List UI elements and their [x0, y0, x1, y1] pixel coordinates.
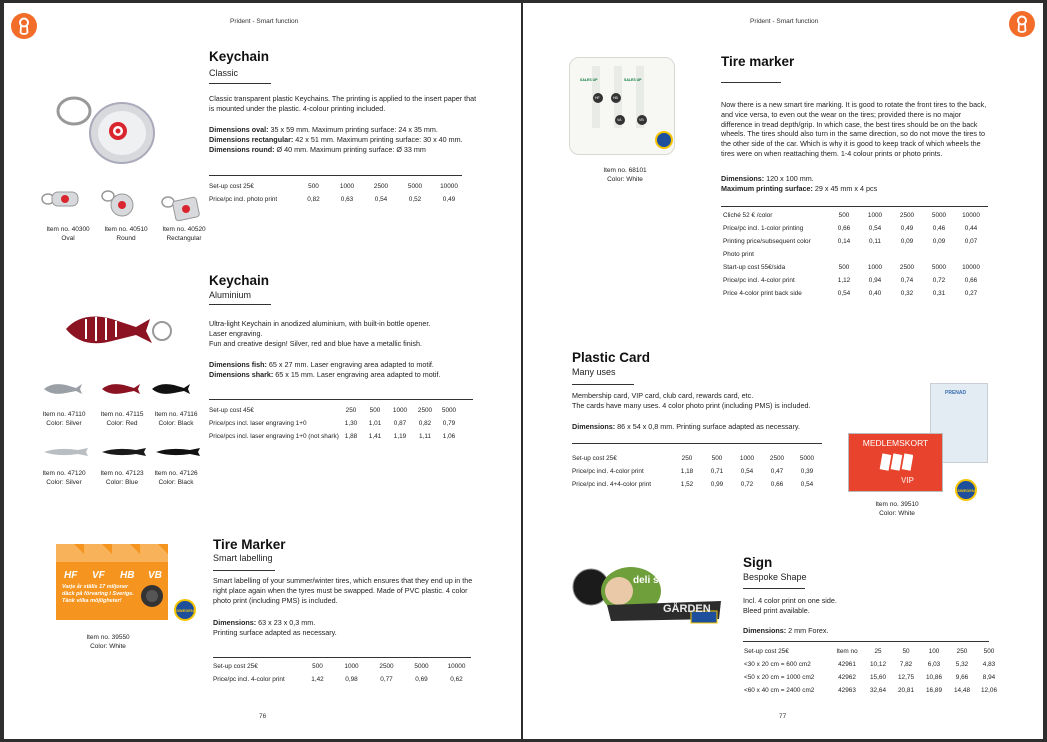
shark-black-image [154, 445, 202, 457]
keychain-classic-subtitle: Classic [209, 68, 239, 78]
sign-description: Incl. 4 color print on one side. Bleed print available. [743, 596, 837, 615]
table-rule [572, 443, 822, 444]
item-caption: Item no. 47116 Color: Black [154, 411, 198, 427]
sweden-badge-icon: SWEDEN [174, 599, 196, 621]
table-row: Printing price/subsequent color 0,14 0,11 0,09 0,09 0,07 [723, 238, 978, 245]
keychain-classic-description: Classic transparent plastic Keychains. The printing is applied to the insert paper that is mounted under the plastic. 4-colour printing included. [209, 94, 477, 113]
left-page [4, 3, 521, 739]
tire-marker-smart-dimensions: Dimensions: 63 x 23 x 0,3 mm. Printing surface adapted as necessary. [213, 618, 337, 637]
item-caption: Item no. 47115 Color: Red [100, 411, 144, 427]
table-row: Price/pc incl. 4-color print 1,18 0,71 0,54 0,47 0,39 [572, 468, 814, 475]
keychain-alu-subtitle: Aluminium [209, 290, 252, 300]
item-caption: Item no. 47123 Color: Blue [100, 470, 144, 486]
item-caption: Item no. 47110 Color: Silver [42, 411, 86, 427]
divider [213, 570, 275, 571]
tire-marker-description: Now there is a new smart tire marking. It is good to rotate the front tires to the back, and vice versa, to even out the wear on the tires; provided there is no major difference in tread depth/grip. In which case, the best tires should be on the back wheels. The tires should also turn in the same direction, so do not move the tires to the other side of the car. Which is why it is good to keep track of which wheels the tires were on when reattaching them. 1-4 colour prints or photo prints. [721, 100, 987, 158]
brand-logo-icon [11, 13, 37, 39]
divider [743, 588, 805, 589]
table-row: Price/pc incl. 4+4-color print 1,52 0,99 0,72 0,66 0,54 [572, 481, 814, 488]
page-number: 76 [259, 713, 267, 720]
shark-blue-image [100, 445, 148, 457]
tab-label: VB [148, 570, 162, 581]
keychain-oval-image [40, 189, 82, 209]
sign-image: deli soup GÅRDEN [571, 565, 723, 625]
keychain-classic-title: Keychain [209, 49, 270, 64]
membership-card-image: MEDLEMSKORT VIP [848, 433, 943, 492]
keychain-alu-dimensions: Dimensions fish: 65 x 27 mm. Laser engraving area adapted to motif. Dimensions shark: 65 x 15 mm. Laser engraving area adapted to motif. [209, 360, 441, 379]
table-row: <50 x 20 cm = 1000 cm2 42962 15,60 12,75 10,86 9,66 8,94 [744, 674, 996, 681]
table-rule [721, 206, 988, 207]
card-back-image: PRENAD [930, 383, 988, 463]
keychain-classic-dimensions: Dimensions oval: 35 x 59 mm. Maximum printing surface: 24 x 35 mm. Dimensions rectangular: 42 x 51 mm. Maximum printing surface: 30 x 40 mm. Dimensions round: Ø 40 mm. Maximum printing surface: Ø 33 mm [209, 125, 463, 154]
fish-red-image [100, 381, 144, 397]
keychain-alu-description: Ultra-light Keychain in anodized aluminium, with built-in bottle opener. Laser engraving. Fun and creative design! Silver, red and blue have a metallic finish. [209, 319, 431, 348]
table-row: Price/pc incl. 4-color print 1,12 0,94 0,74 0,72 0,66 [723, 277, 978, 284]
item-caption: Item no. 68101 Color: White [603, 167, 647, 183]
divider [721, 82, 781, 83]
table-row: Price 4-color print back side 0,54 0,40 0,32 0,31 0,27 [723, 290, 978, 297]
label-slogan: Varje år ställs 17 miljoner däck på förvaring i Sverige. Tänk vilka möjligheter! [62, 584, 134, 604]
table-row: Price/pcs incl. laser engraving 1+0 (not shark) 1,88 1,41 1,19 1,11 1,06 [209, 433, 456, 440]
tire-marker-dimensions: Dimensions: 120 x 100 mm. Maximum printing surface: 29 x 45 mm x 4 pcs [721, 174, 878, 193]
table-rule [743, 641, 989, 642]
page-header: Prident - Smart function [230, 18, 299, 25]
table-row: Set-up cost 25€ 500 1000 2500 5000 10000 [209, 183, 458, 190]
table-row: Price/pc incl. photo print 0,82 0,63 0,54 0,52 0,49 [209, 196, 456, 203]
sign-price-table [744, 645, 1002, 697]
table-rule [213, 657, 471, 658]
table-row: Price/pc incl. 4-color print 1,42 0,98 0,77 0,69 0,62 [213, 676, 463, 683]
fish-black-image [150, 381, 194, 397]
tire-marker-smart-subtitle: Smart labelling [213, 553, 273, 563]
tab-label: VF [92, 570, 105, 581]
item-caption: Item no. 39510 Color: White [875, 501, 919, 517]
table-row: Price/pc incl. 1-color printing 0,66 0,54 0,49 0,46 0,44 [723, 225, 978, 232]
table-row: Cliché 52 € /color 500 1000 2500 5000 10000 [723, 212, 980, 219]
divider [572, 384, 634, 385]
table-rule [209, 399, 473, 400]
tire-marker-smart-title: Tire Marker [213, 537, 286, 552]
item-caption: Item no. 40520 Rectangular [162, 226, 206, 242]
keychain-classic-price-table [209, 180, 466, 206]
right-page [523, 3, 1043, 739]
tire-marker-smart-price-table [213, 660, 474, 686]
item-caption: Item no. 47126 Color: Black [154, 470, 198, 486]
table-row: Price/pcs incl. laser engraving 1+0 1,30 1,01 0,87 0,82 0,79 [209, 420, 456, 427]
tire-marker-smart-description: Smart labelling of your summer/winter tires, which ensures that they end up in the right place again when the tyres must be swapped. Made of PVC plastic. 4 color photo print (including PMS) is included. [213, 576, 473, 605]
sign-dimensions: Dimensions: 2 mm Forex. [743, 626, 829, 635]
divider [209, 83, 271, 84]
plastic-card-dimensions: Dimensions: 86 x 54 x 0,8 mm. Printing surface adapted as necessary. [572, 422, 800, 431]
table-row: Set-up cost 25€ Item no 25 50 100 250 500 [744, 648, 995, 655]
brand-logo-icon [1009, 11, 1035, 37]
keychain-alu-title: Keychain [209, 273, 270, 288]
sweden-badge-icon: SWEDEN [955, 479, 977, 501]
sign-subtitle: Bespoke Shape [743, 572, 807, 582]
divider [209, 304, 271, 305]
tire-marker-price-table [723, 209, 987, 300]
keychain-classic-image [52, 89, 164, 169]
tire-marker-image: SALES UP SALES UP HF HB VA VB [569, 57, 675, 155]
keychain-rectangular-image [160, 195, 202, 221]
item-caption: Item no. 47120 Color: Silver [42, 470, 86, 486]
table-row: Photo print [723, 251, 754, 258]
sign-title: Sign [743, 555, 773, 570]
plastic-card-subtitle: Many uses [572, 367, 616, 377]
table-rule [209, 175, 462, 176]
keychain-round-image [100, 189, 136, 217]
item-caption: Item no. 39550 Color: White [86, 634, 130, 650]
tire-marker-title: Tire marker [721, 54, 795, 69]
keychain-alu-price-table [209, 404, 461, 443]
table-row: Start-up cost 55€/sida 500 1000 2500 5000 10000 [723, 264, 980, 271]
tab-label: HB [120, 570, 135, 581]
table-row: <60 x 40 cm = 2400 cm2 42963 32,64 20,81 16,89 14,48 12,06 [744, 687, 997, 694]
tab-label: HF [64, 570, 78, 581]
table-row: <30 x 20 cm = 600 cm2 42961 10,12 7,82 6,03 5,32 4,83 [744, 661, 996, 668]
fish-silver-image [42, 381, 86, 397]
item-caption: Item no. 40510 Round [104, 226, 148, 242]
tire-marker-label-image [56, 544, 168, 620]
fish-keychain-image [62, 309, 180, 351]
table-row: Set-up cost 25€ 500 1000 2500 5000 10000 [213, 663, 466, 670]
plastic-card-title: Plastic Card [572, 350, 651, 365]
plastic-card-description: Membership card, VIP card, club card, rewards card, etc. The cards have many uses. 4 color photo print (including PMS) is included. [572, 391, 811, 410]
plastic-card-price-table [572, 452, 822, 491]
table-row: Set-up cost 45€ 250 500 1000 2500 5000 [209, 407, 457, 414]
page-header: Prident - Smart function [750, 18, 819, 25]
item-caption: Item no. 40300 Oval [46, 226, 90, 242]
page-number: 77 [779, 713, 787, 720]
table-row: Set-up cost 25€ 250 500 1000 2500 5000 [572, 455, 815, 462]
shark-silver-image [42, 445, 90, 457]
